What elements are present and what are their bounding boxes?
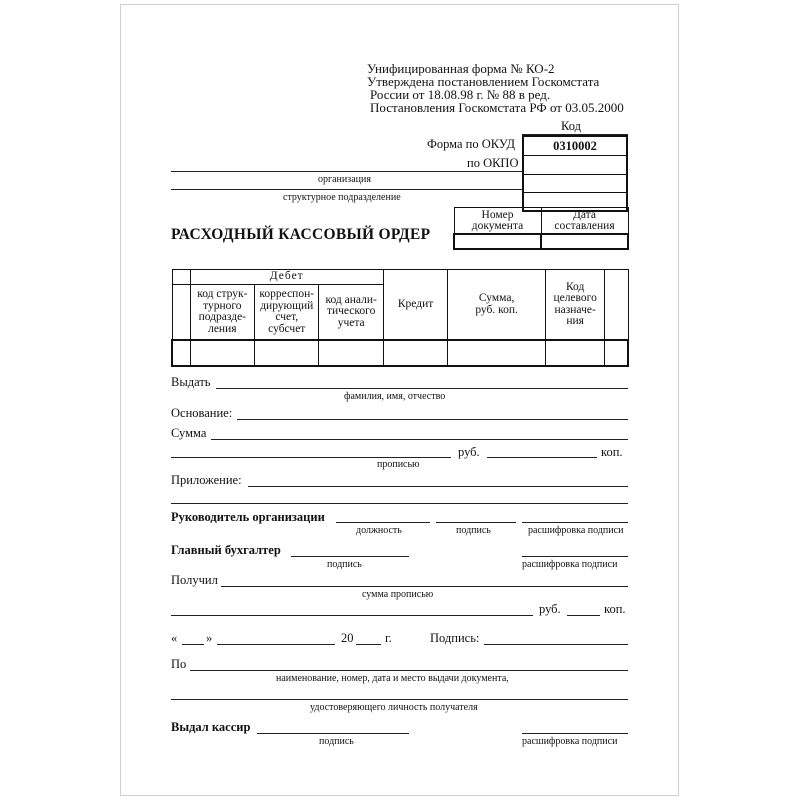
sign-label: Подпись:	[430, 631, 480, 645]
date-close-quote: »	[206, 631, 213, 645]
corr-account-header: корреспон- дирующий счет, субсчет	[255, 285, 319, 341]
cashier-signature-hint: подпись	[319, 736, 354, 747]
data-cell[interactable]	[255, 340, 319, 366]
received-kop-label: коп.	[604, 602, 626, 616]
issue-label: Выдать	[171, 375, 211, 389]
attachment-line-2[interactable]	[171, 503, 628, 504]
sum-kop-label: коп.	[601, 445, 623, 459]
chief-decoding-hint: расшифровка подписи	[522, 559, 618, 570]
blank-last-col	[605, 270, 628, 341]
division-hint: структурное подразделение	[283, 192, 401, 203]
sum-header: Сумма, руб. коп.	[448, 270, 546, 341]
approval-date-line: России от 18.08.98 г. № 88 в ред.	[370, 87, 551, 102]
org-code[interactable]	[523, 175, 627, 193]
sum-kop-line[interactable]	[487, 457, 597, 458]
data-cell[interactable]	[172, 340, 190, 366]
basis-label: Основание:	[171, 406, 233, 420]
data-cell[interactable]	[383, 340, 447, 366]
organization-line[interactable]	[171, 171, 522, 172]
doc-number-header: Номер документа	[454, 208, 541, 235]
head-position-line[interactable]	[336, 522, 430, 523]
received-line[interactable]	[221, 586, 628, 587]
identity-hint: удостоверяющего личность получателя	[310, 702, 478, 713]
cashier-decoding-hint: расшифровка подписи	[522, 736, 618, 747]
month-line[interactable]	[217, 644, 335, 645]
head-label: Руководитель организации	[171, 510, 325, 524]
debit-header: Дебет	[190, 270, 383, 285]
received-rub-label: руб.	[539, 602, 561, 616]
day-line[interactable]	[182, 644, 204, 645]
form-code-line: Унифицированная форма № КО-2	[367, 61, 555, 76]
code-top-rule	[522, 134, 628, 135]
approval-line: Утверждена постановлением Госкомстата	[367, 74, 600, 89]
position-hint: должность	[356, 525, 402, 536]
head-signature-line[interactable]	[436, 522, 516, 523]
accounting-table	[171, 269, 629, 367]
credit-header: Кредит	[383, 270, 447, 341]
doc-date-cell[interactable]	[541, 234, 628, 249]
organization-hint: организация	[318, 174, 371, 185]
id-document-line[interactable]	[190, 670, 628, 671]
received-kop-line[interactable]	[567, 615, 600, 616]
by-label: По	[171, 657, 187, 671]
okud-label: Форма по ОКУД	[427, 137, 515, 151]
document-title: РАСХОДНЫЙ КАССОВЫЙ ОРДЕР	[171, 226, 431, 243]
attachment-label: Приложение:	[171, 473, 242, 487]
signature-hint: подпись	[456, 525, 491, 536]
data-cell[interactable]	[319, 340, 383, 366]
year-prefix: 20	[341, 631, 354, 645]
sum-rub-label: руб.	[458, 445, 480, 459]
chief-signature-hint: подпись	[327, 559, 362, 570]
okud-code[interactable]: 0310002	[523, 136, 627, 156]
revision-line: Постановления Госкомстата РФ от 03.05.2000	[370, 100, 624, 115]
chief-signature-line[interactable]	[291, 556, 409, 557]
data-cell[interactable]	[190, 340, 254, 366]
sum-label: Сумма	[171, 426, 207, 440]
in-words-hint: прописью	[377, 459, 420, 470]
sum-words-hint: сумма прописью	[362, 589, 434, 600]
code-header: Код	[561, 119, 581, 133]
date-open-quote: «	[171, 631, 178, 645]
year-suffix: г.	[385, 631, 392, 645]
division-code-header: код струк- турного подразде- ления	[190, 285, 254, 341]
data-cell[interactable]	[605, 340, 628, 366]
received-label: Получил	[171, 573, 218, 587]
division-line[interactable]	[171, 189, 522, 190]
doc-date-header: Дата составления	[541, 208, 628, 235]
purpose-code-header: Код целевого назначе- ния	[545, 270, 604, 341]
cashier-signature-line[interactable]	[257, 733, 409, 734]
cashier-decoding-line[interactable]	[522, 733, 628, 734]
blank-first-col	[172, 285, 190, 341]
number-date-table	[453, 207, 629, 250]
year-line[interactable]	[356, 644, 381, 645]
code-box	[522, 135, 628, 212]
id-document-line-2[interactable]	[171, 699, 628, 700]
doc-hint: наименование, номер, дата и место выдачи документа,	[276, 673, 509, 684]
blank-corner	[172, 270, 190, 285]
doc-number-cell[interactable]	[454, 234, 541, 249]
issue-line[interactable]	[216, 388, 628, 389]
issue-hint: фамилия, имя, отчество	[344, 391, 446, 402]
data-cell[interactable]	[545, 340, 604, 366]
okpo-code[interactable]	[523, 156, 627, 175]
received-signature-line[interactable]	[484, 644, 628, 645]
analytic-code-header: код анали- тического учета	[319, 285, 383, 341]
sum-words-line[interactable]	[171, 457, 451, 458]
sum-line[interactable]	[211, 439, 628, 440]
chief-decoding-line[interactable]	[522, 556, 628, 557]
received-words-line[interactable]	[171, 615, 533, 616]
decoding-hint: расшифровка подписи	[528, 525, 624, 536]
okpo-label: по ОКПО	[467, 156, 519, 170]
head-decoding-line[interactable]	[522, 522, 628, 523]
chief-accountant-label: Главный бухгалтер	[171, 543, 281, 557]
data-cell[interactable]	[448, 340, 546, 366]
basis-line[interactable]	[237, 419, 628, 420]
attachment-line[interactable]	[248, 486, 628, 487]
cashier-label: Выдал кассир	[171, 720, 251, 734]
